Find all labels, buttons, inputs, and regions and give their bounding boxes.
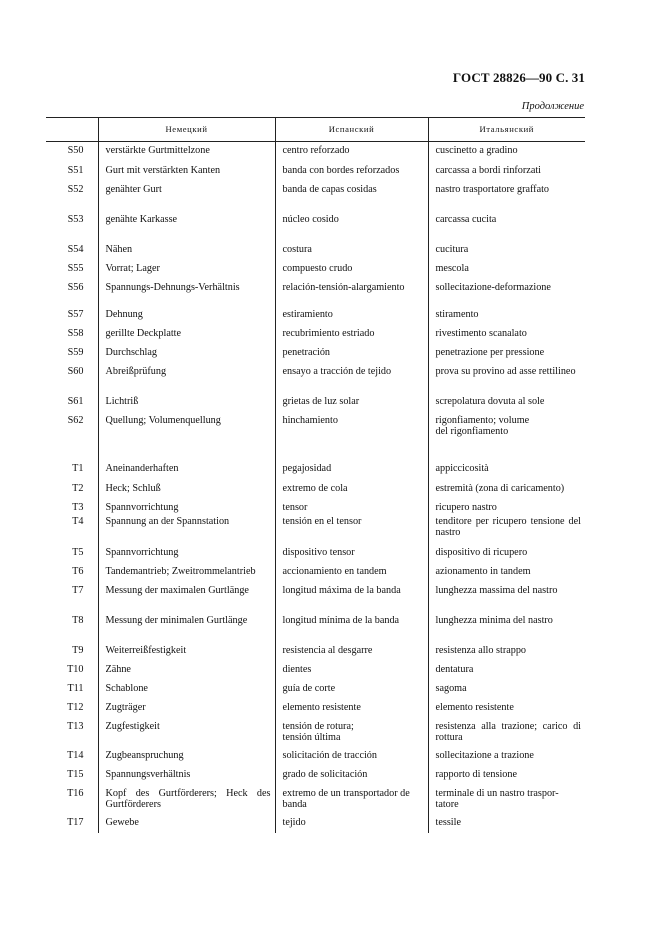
spanish-term: grado de solicitación [275, 766, 428, 785]
spanish-term: guía de corte [275, 680, 428, 699]
term-code: T13 [67, 720, 84, 732]
term-code: T10 [67, 663, 84, 675]
italian-term: sollecitazione a trazione [428, 747, 585, 766]
spanish-term: extremo de un transportador de banda [275, 785, 428, 814]
table-row [46, 785, 585, 814]
german-term: Messung der minimalen Gurtlänge [98, 612, 275, 642]
table-row [46, 306, 585, 325]
german-term: Spannvorrichtung [98, 499, 275, 513]
spanish-term: tensor [275, 499, 428, 513]
term-code: T4 [72, 515, 84, 527]
table-row [46, 544, 585, 563]
table-row [46, 344, 585, 363]
spanish-term: tejido [275, 814, 428, 833]
terms-body [46, 142, 585, 833]
term-code: T5 [72, 546, 84, 558]
table-row [46, 661, 585, 680]
header-spanish: Испанский [275, 118, 428, 142]
table-row [46, 325, 585, 344]
italian-term: mescola [428, 260, 585, 279]
spanish-term: banda con bordes reforzados [275, 162, 428, 181]
term-code: T15 [67, 768, 84, 780]
italian-term: tenditore per ricupero tensione del nastro [428, 513, 585, 544]
term-code: T7 [72, 584, 84, 596]
german-term: Abreißprüfung [98, 363, 275, 393]
spanish-term: estiramiento [275, 306, 428, 325]
term-code: T6 [72, 565, 84, 577]
italian-term: ricupero nastro [428, 499, 585, 513]
spanish-term: banda de capas cosidas [275, 181, 428, 211]
table-row [46, 680, 585, 699]
term-code: T14 [67, 749, 84, 761]
german-term: genähte Karkasse [98, 211, 275, 241]
table-row [46, 699, 585, 718]
term-code: T1 [72, 462, 84, 474]
table-row [46, 260, 585, 279]
italian-term: dispositivo di ricupero [428, 544, 585, 563]
spanish-term: recubrimiento estriado [275, 325, 428, 344]
spanish-term: extremo de cola [275, 480, 428, 499]
table-row [46, 393, 585, 412]
italian-term: lunghezza minima del nastro [428, 612, 585, 642]
german-term: Vorrat; Lager [98, 260, 275, 279]
italian-term: sollecitazione-deformazione [428, 279, 585, 306]
italian-term: rivestimento scanalato [428, 325, 585, 344]
german-term: Quellung; Volumenquellung [98, 412, 275, 460]
german-term: Tandemantrieb; Zweitrommelantrieb [98, 563, 275, 582]
italian-term: rapporto di tensione [428, 766, 585, 785]
italian-term: penetrazione per pressione [428, 344, 585, 363]
term-code: S60 [67, 365, 84, 377]
german-term: Nähen [98, 241, 275, 260]
spanish-term: dispositivo tensor [275, 544, 428, 563]
term-code: S61 [67, 395, 84, 407]
spanish-term: ensayo a tracción de tejido [275, 363, 428, 393]
italian-term: rigonfiamento; volume del rigonfiamento [428, 412, 585, 460]
german-term: Zugfestigkeit [98, 718, 275, 747]
spanish-term: accionamiento en tandem [275, 563, 428, 582]
italian-term: stiramento [428, 306, 585, 325]
spanish-term: pegajosidad [275, 460, 428, 480]
table-row [46, 181, 585, 211]
german-term: gerillte Deckplatte [98, 325, 275, 344]
german-term: Lichtriß [98, 393, 275, 412]
italian-term: resistenza allo strappo [428, 642, 585, 661]
header-code [46, 118, 98, 142]
german-term: Messung der maximalen Gurtlänge [98, 582, 275, 612]
term-code: T9 [72, 644, 84, 656]
table-row [46, 460, 585, 480]
german-term: Zugträger [98, 699, 275, 718]
term-code: T8 [72, 614, 84, 626]
table-row [46, 142, 585, 162]
table-row [46, 747, 585, 766]
italian-term: azionamento in tandem [428, 563, 585, 582]
spanish-term: grietas de luz solar [275, 393, 428, 412]
term-code: T12 [67, 701, 84, 713]
table-row [46, 241, 585, 260]
german-term: Aneinanderhaften [98, 460, 275, 480]
italian-term: sagoma [428, 680, 585, 699]
table-row [46, 363, 585, 393]
page-header: ГОСТ 28826—90 С. 31 [452, 70, 585, 85]
term-code: S54 [67, 243, 84, 255]
spanish-term: longitud máxima de la banda [275, 582, 428, 612]
spanish-term: longitud mínima de la banda [275, 612, 428, 642]
italian-term: dentatura [428, 661, 585, 680]
italian-term: carcassa cucita [428, 211, 585, 241]
spanish-term: solicitación de tracción [275, 747, 428, 766]
german-term: Schablone [98, 680, 275, 699]
spanish-term: dientes [275, 661, 428, 680]
spanish-term: costura [275, 241, 428, 260]
german-term: Heck; Schluß [98, 480, 275, 499]
spanish-term: hinchamiento [275, 412, 428, 460]
table-row [46, 499, 585, 513]
table-row [46, 480, 585, 499]
italian-term: nastro trasportatore graffato [428, 181, 585, 211]
german-term: genähter Gurt [98, 181, 275, 211]
german-term: Spannvorrichtung [98, 544, 275, 563]
german-term: Weiterreißfestigkeit [98, 642, 275, 661]
term-code: S53 [67, 213, 84, 225]
table-row [46, 563, 585, 582]
term-code: T2 [72, 482, 84, 494]
table-row [46, 162, 585, 181]
term-code: S56 [67, 281, 84, 293]
spanish-term: elemento resistente [275, 699, 428, 718]
spanish-term: centro reforzado [275, 142, 428, 162]
italian-term: elemento resistente [428, 699, 585, 718]
term-code: S52 [67, 183, 84, 195]
italian-term: resistenza alla trazione; carico di rottura [428, 718, 585, 747]
german-term: Gewebe [98, 814, 275, 833]
italian-term: estremità (zona di caricamento) [428, 480, 585, 499]
spanish-term: relación-tensión-alargamiento [275, 279, 428, 306]
spanish-term: resistencia al desgarre [275, 642, 428, 661]
spanish-term: núcleo cosido [275, 211, 428, 241]
italian-term: lunghezza massima del nastro [428, 582, 585, 612]
continuation-label: Продолжение [521, 101, 584, 112]
table-row [46, 279, 585, 306]
term-code: S59 [67, 346, 84, 358]
german-term: Dehnung [98, 306, 275, 325]
term-code: S50 [67, 145, 84, 156]
spanish-term: tensión en el tensor [275, 513, 428, 544]
italian-term: cucitura [428, 241, 585, 260]
spanish-term: tensión de rotura; tensión última [275, 718, 428, 747]
table-row [46, 612, 585, 642]
table-row [46, 766, 585, 785]
table-row [46, 814, 585, 833]
italian-term: cuscinetto a gradino [428, 142, 585, 162]
italian-term: appiccicosità [428, 460, 585, 480]
german-term: Durchschlag [98, 344, 275, 363]
spanish-term: penetración [275, 344, 428, 363]
german-term: Zähne [98, 661, 275, 680]
term-code: T11 [67, 682, 84, 694]
header-german: Немецкий [98, 118, 275, 142]
italian-term: carcassa a bordi rinforzati [428, 162, 585, 181]
term-code: T3 [72, 501, 84, 513]
term-code: T17 [67, 816, 84, 828]
term-code: S62 [67, 414, 84, 426]
spanish-term: compuesto crudo [275, 260, 428, 279]
german-term: Gurt mit verstärkten Kanten [98, 162, 275, 181]
italian-term: screpolatura dovuta al sole [428, 393, 585, 412]
term-code: S57 [67, 308, 84, 320]
table-row [46, 412, 585, 460]
italian-term: tessile [428, 814, 585, 833]
table-row [46, 642, 585, 661]
table-row [46, 513, 585, 544]
header-italian: Итальянский [428, 118, 585, 142]
german-term: verstärkte Gurtmittelzone [98, 142, 275, 162]
table-row [46, 582, 585, 612]
german-term: Spannung an der Spannstation [98, 513, 275, 544]
table-row [46, 211, 585, 241]
italian-term: prova su provino ad asse rettilineo [428, 363, 585, 393]
term-code: S55 [67, 262, 84, 274]
german-term: Spannungsverhältnis [98, 766, 275, 785]
german-term: Spannungs-Dehnungs-Verhältnis [98, 279, 275, 306]
table-header-row [46, 118, 585, 142]
italian-term: terminale di un nastro traspor- tatore [428, 785, 585, 814]
table-row [46, 718, 585, 747]
german-term: Kopf des Gurtförderers; Heck des Gurtförderers [98, 785, 275, 814]
term-code: S51 [67, 164, 84, 176]
german-term: Zugbeanspruchung [98, 747, 275, 766]
terms-table [46, 117, 585, 833]
term-code: S58 [67, 327, 84, 339]
term-code: T16 [67, 787, 84, 799]
